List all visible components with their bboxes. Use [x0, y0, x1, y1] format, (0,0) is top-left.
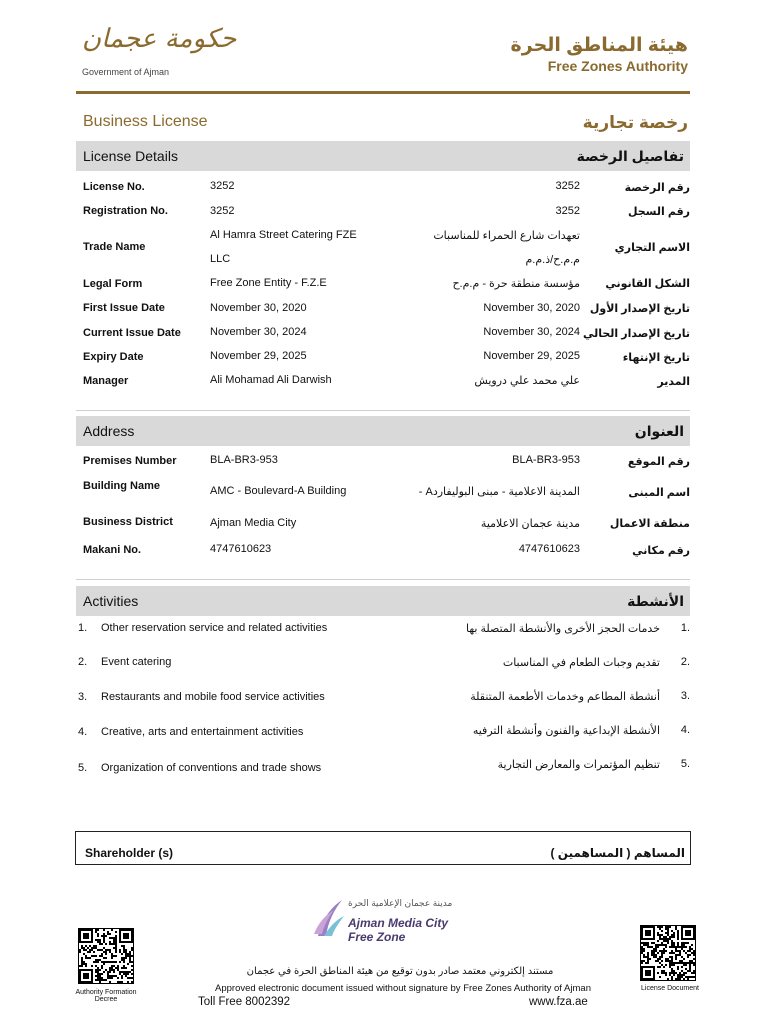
document-title-arabic: رخصة تجارية [582, 113, 688, 132]
section-heading-arabic: تفاصيل الرخصة [576, 148, 684, 164]
qr-code-icon [640, 925, 696, 981]
shareholders-label-arabic: المساهم ( المساهمين ) [550, 846, 685, 860]
qr-code-icon [78, 928, 134, 984]
license-number-label-arabic: رقم الرخصة [624, 182, 690, 194]
government-of-ajman-logo: حكومة عجمان [82, 24, 237, 54]
ajman-media-city-logo [312, 896, 472, 944]
premises-number-label-arabic: رقم الموقع [627, 456, 690, 468]
section-heading-english: Activities [83, 593, 139, 609]
building-name-value-arabic: المدينة الاعلامية - مبنى البوليفاردA - [418, 486, 580, 498]
activity-number: 2. [78, 656, 88, 668]
activity-number-arabic: .5 [680, 758, 690, 770]
trade-name-value-arabic-line2: م.م.ح/ذ.م.م [525, 254, 580, 266]
first-issue-date-value-arabic: November 30, 2020 [483, 302, 580, 314]
makani-number-label: Makani No. [83, 544, 142, 556]
activity-number-arabic: .4 [680, 724, 690, 736]
shareholders-label: Shareholder (s) [85, 846, 174, 860]
first-issue-date-value: November 30, 2020 [210, 302, 307, 314]
current-issue-date-value-arabic: November 30, 2024 [483, 326, 580, 338]
current-issue-date-label: Current Issue Date [83, 327, 181, 339]
activity-arabic: تنظيم المؤتمرات والمعارض التجارية [497, 759, 660, 771]
activity-number-arabic: .2 [680, 656, 690, 668]
activity-english: Organization of conventions and trade shows [101, 762, 322, 774]
expiry-date-value: November 29, 2025 [210, 350, 307, 362]
website-link[interactable]: www.fza.ae [529, 996, 588, 1008]
registration-number-value-arabic: 3252 [555, 205, 580, 217]
activity-english: Restaurants and mobile food service activities [101, 691, 325, 703]
section-heading-arabic: العنوان [634, 423, 684, 439]
toll-free-number: Toll Free 8002392 [198, 996, 291, 1008]
premises-number-value-arabic: BLA-BR3-953 [512, 454, 580, 466]
activity-arabic: أنشطة المطاعم وخدمات الأطعمة المتنقلة [470, 691, 660, 703]
makani-number-label-arabic: رقم مكاني [632, 545, 690, 557]
legal-form-value-arabic: مؤسسة منطقة حرة - م.م.ح [452, 278, 580, 290]
current-issue-date-value: November 30, 2024 [210, 326, 307, 338]
activity-number: 3. [78, 691, 88, 703]
registration-number-value: 3252 [210, 205, 235, 217]
license-details-header [76, 141, 690, 171]
premises-number-value: BLA-BR3-953 [210, 454, 278, 466]
business-district-value-arabic: مدينة عجمان الاعلامية [480, 518, 580, 530]
section-heading-arabic: الأنشطة [627, 593, 684, 609]
free-zones-authority-logo-arabic: هيئة المناطق الحرة [510, 35, 688, 56]
legal-form-label: Legal Form [83, 278, 143, 290]
trade-name-label: Trade Name [83, 241, 146, 253]
document-title-english: Business License [83, 113, 208, 130]
activity-arabic: خدمات الحجز الأخرى والأنشطة المتصلة بها [465, 623, 660, 635]
building-name-label-arabic: اسم المبنى [628, 487, 690, 499]
government-of-ajman-logo-caption: Government of Ajman [82, 67, 170, 77]
activity-english: Other reservation service and related activities [101, 622, 328, 634]
activity-number: 4. [78, 726, 88, 738]
building-name-value: AMC - Boulevard-A Building [210, 485, 347, 497]
ajman-media-city-emblem-icon [312, 896, 346, 938]
business-district-value: Ajman Media City [210, 517, 297, 529]
manager-label: Manager [83, 375, 129, 387]
address-header [76, 416, 690, 446]
registration-number-label: Registration No. [83, 205, 168, 217]
trade-name-label-arabic: الاسم التجاري [614, 242, 690, 254]
building-name-label: Building Name [83, 480, 161, 492]
expiry-date-label-arabic: تاريخ الإنتهاء [622, 352, 690, 364]
section-divider [76, 410, 690, 411]
qr-code-license-document[interactable] [640, 925, 696, 981]
premises-number-label: Premises Number [83, 455, 177, 467]
activity-english: Event catering [101, 656, 172, 668]
license-number-value: 3252 [210, 180, 235, 192]
header-divider [76, 91, 690, 94]
qr-code-authority-decree[interactable] [78, 928, 134, 984]
legal-form-value: Free Zone Entity - F.Z.E [210, 277, 327, 289]
electronic-document-note-arabic: مستند إلكتروني معتمد صادر بدون توقيع من هيئة المناطق الحرة في عجمان [246, 966, 554, 977]
qr-caption-left: Authority Formation Decree [75, 989, 137, 1003]
manager-value: Ali Mohamad Ali Darwish [210, 374, 332, 386]
activity-number: 1. [78, 622, 88, 634]
business-district-label: Business District [83, 516, 173, 528]
trade-name-value-line1: Al Hamra Street Catering FZE [210, 229, 357, 241]
makani-number-value-arabic: 4747610623 [518, 543, 580, 555]
manager-value-arabic: علي محمد علي درويش [474, 375, 580, 387]
activity-number-arabic: .3 [680, 690, 690, 702]
activity-english: Creative, arts and entertainment activities [101, 726, 304, 738]
trade-name-value-line2: LLC [210, 253, 231, 265]
manager-label-arabic: المدير [657, 376, 690, 388]
activity-number: 5. [78, 762, 88, 774]
section-divider [76, 579, 690, 580]
trade-name-value-arabic-line1: تعهدات شارع الحمراء للمناسبات [433, 230, 580, 242]
license-number-label: License No. [83, 181, 145, 193]
activities-header [76, 586, 690, 616]
current-issue-date-label-arabic: تاريخ الإصدار الحالي [582, 328, 690, 340]
makani-number-value: 4747610623 [210, 543, 272, 555]
electronic-document-note-english: Approved electronic document issued without signature by Free Zones Authority of Ajman [215, 983, 591, 994]
legal-form-label-arabic: الشكل القانوني [605, 278, 690, 290]
first-issue-date-label-arabic: تاريخ الإصدار الأول [589, 303, 690, 315]
expiry-date-label: Expiry Date [83, 351, 144, 363]
shareholders-box [75, 831, 691, 865]
expiry-date-value-arabic: November 29, 2025 [483, 350, 580, 362]
license-number-value-arabic: 3252 [555, 180, 580, 192]
section-heading-english: Address [83, 423, 135, 439]
first-issue-date-label: First Issue Date [83, 302, 165, 314]
activity-arabic: تقديم وجبات الطعام في المناسبات [502, 657, 660, 669]
ajman-media-city-logo-arabic: مدينة عجمان الإعلامية الحرة [348, 898, 453, 908]
registration-number-label-arabic: رقم السجل [627, 206, 690, 218]
activity-number-arabic: .1 [680, 622, 690, 634]
activity-arabic: الأنشطة الإبداعية والفنون وأنشطة الترفيه [472, 725, 660, 737]
free-zones-authority-logo-english: Free Zones Authority [547, 58, 688, 74]
business-district-label-arabic: منطقة الاعمال [609, 518, 690, 530]
qr-caption-right: License Document [641, 985, 699, 992]
section-heading-english: License Details [83, 148, 178, 164]
ajman-media-city-logo-english: Ajman Media City Free Zone [348, 916, 449, 944]
